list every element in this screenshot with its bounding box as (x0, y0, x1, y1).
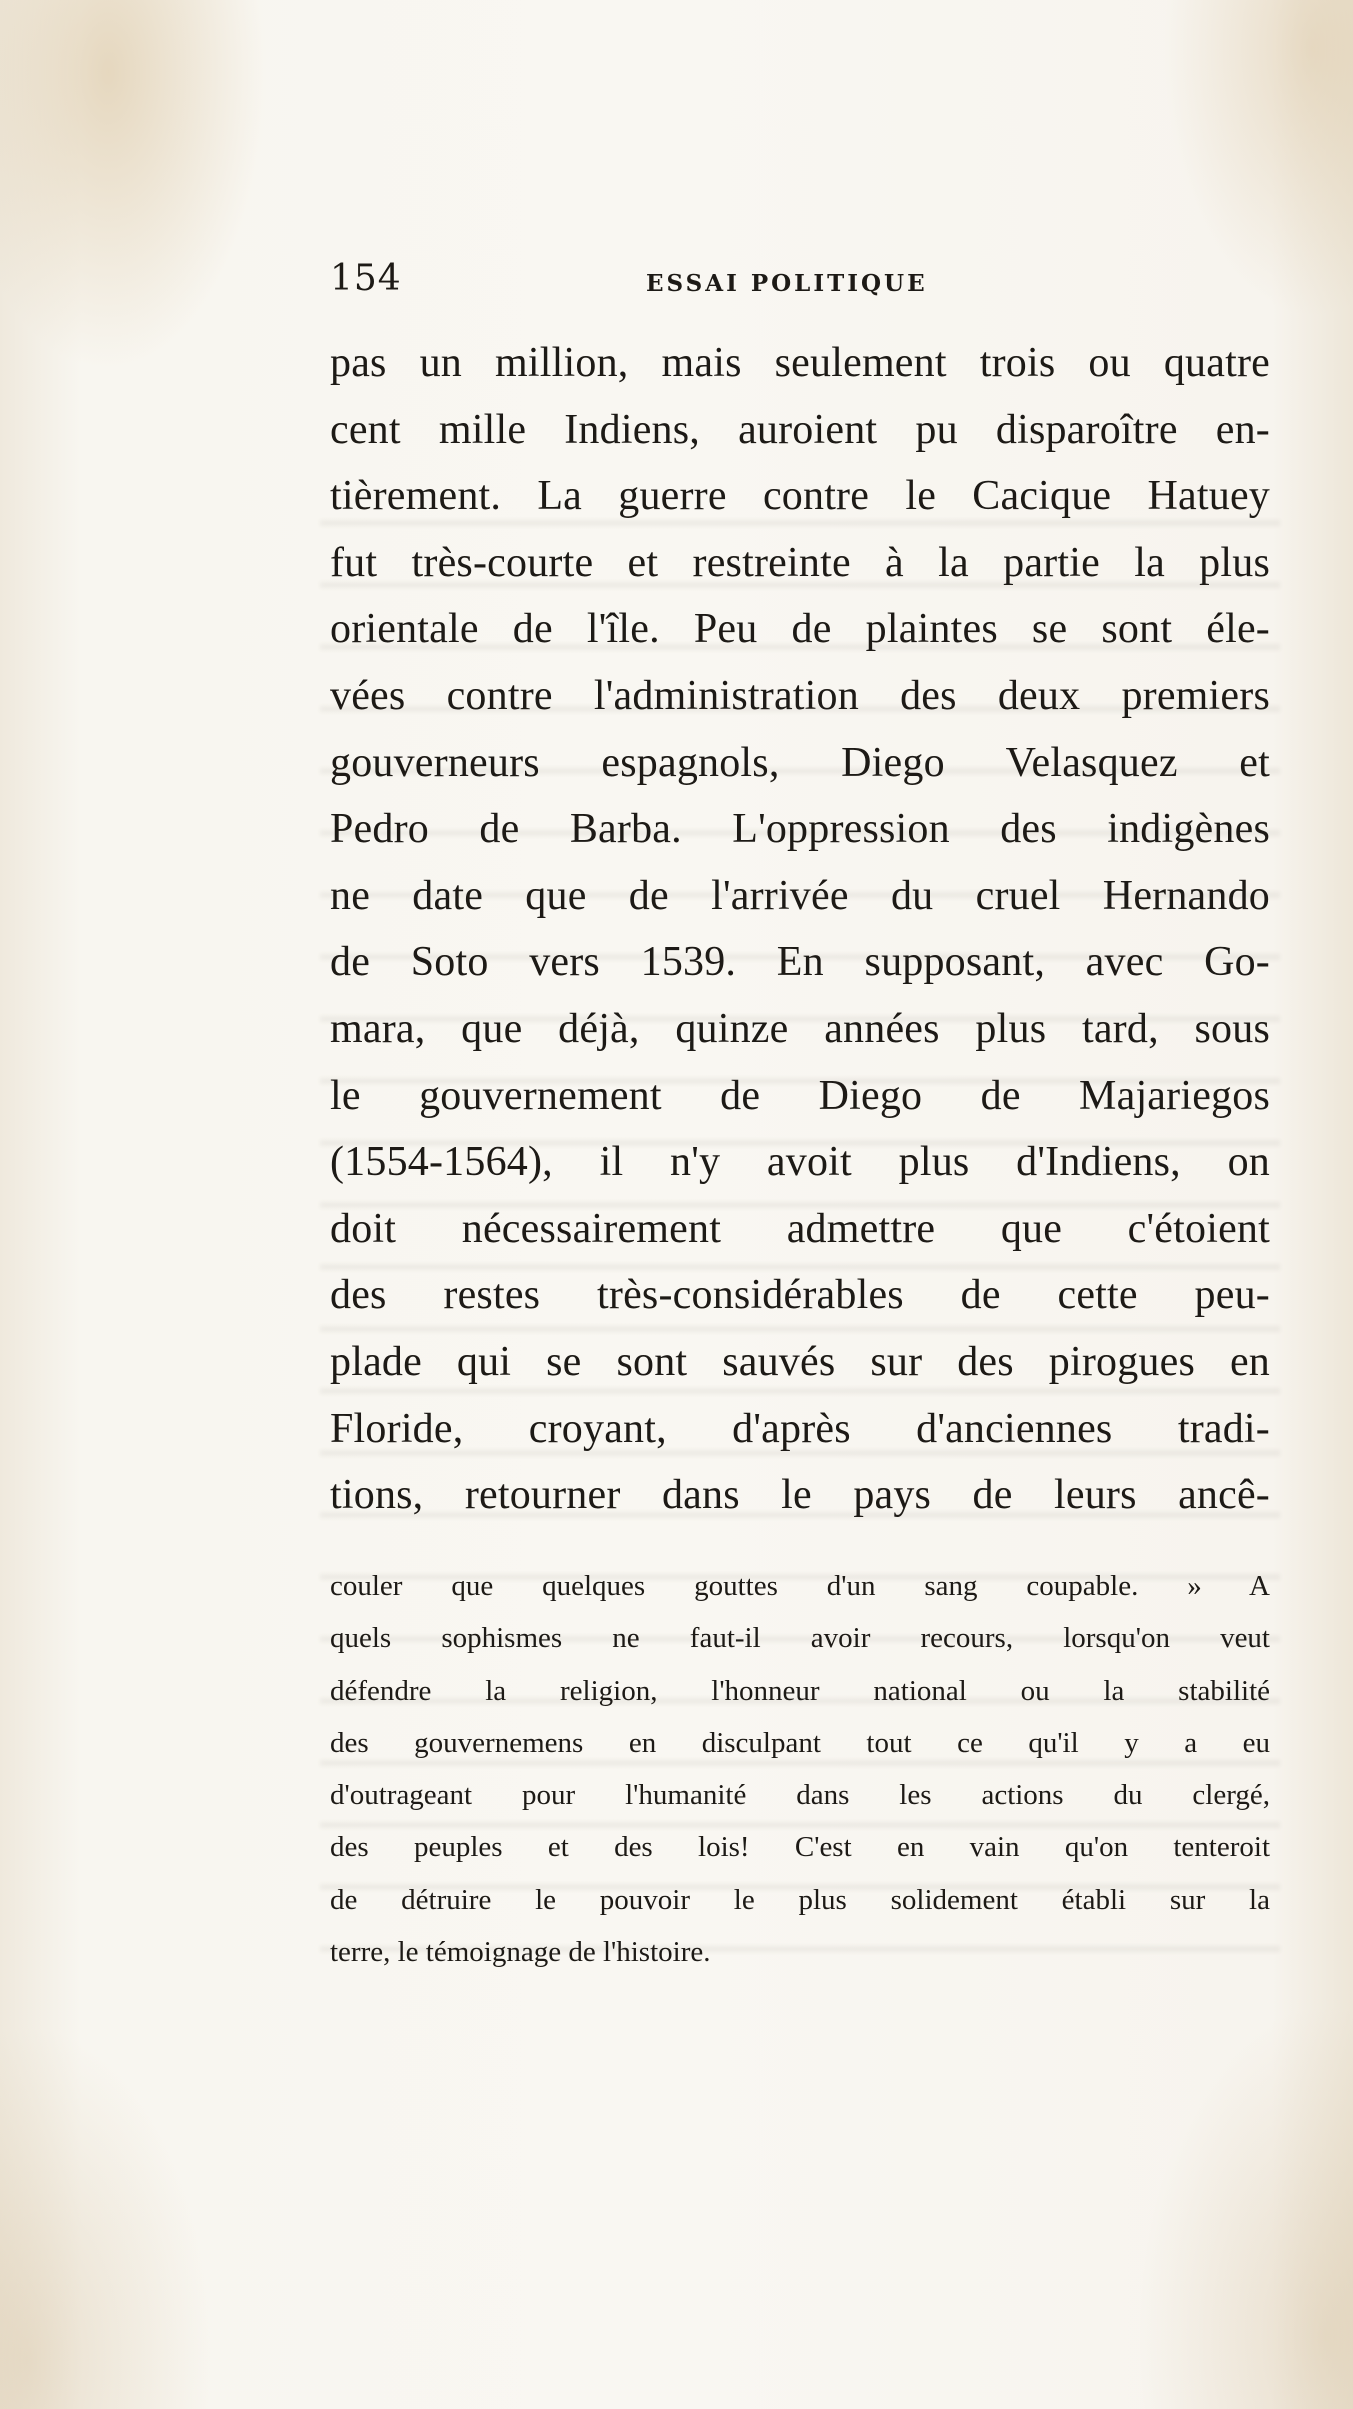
text-line: ne date que de l'arrivée du cruel Hernando (330, 872, 1270, 919)
text-line: des restes très-considérables de cette peu- (330, 1272, 1270, 1319)
running-title: ESSAI POLITIQUE (646, 270, 928, 297)
running-head (330, 258, 1290, 308)
footnote-line: d'outrageant pour l'humanité dans les actions du clergé, (330, 1779, 1270, 1812)
text-line: vées contre l'administration des deux premiers (330, 672, 1270, 719)
footnote (330, 1560, 1270, 1978)
text-line: Pedro de Barba. L'oppression des indigènes (330, 806, 1270, 853)
text-line: mara, que déjà, quinze années plus tard, sous (330, 1005, 1270, 1052)
text-line: tions, retourner dans le pays de leurs ancê- (330, 1472, 1270, 1519)
footnote-line: quels sophismes ne faut-il avoir recours, lorsqu'on veut (330, 1622, 1270, 1655)
footnote-line: couler que quelques gouttes d'un sang coupable. » A (330, 1570, 1270, 1602)
footnote-line: des peuples et des lois! C'est en vain qu'on tenteroit (330, 1831, 1270, 1864)
text-line: (1554-1564), il n'y avoit plus d'Indiens, on (330, 1139, 1270, 1186)
text-line: tièrement. La guerre contre le Cacique Hatuey (330, 473, 1270, 520)
text-line: gouverneurs espagnols, Diego Velasquez et (330, 739, 1270, 786)
footnote-line: défendre la religion, l'honneur national ou la stabilité (330, 1674, 1270, 1707)
text-line: plade qui se sont sauvés sur des pirogues en (330, 1338, 1270, 1385)
text-line: cent mille Indiens, auroient pu disparoître en- (330, 406, 1270, 453)
page-number: 154 (330, 258, 402, 299)
text-line: fut très-courte et restreinte à la partie la plus (330, 539, 1270, 586)
text-line: Floride, croyant, d'après d'anciennes tradi- (330, 1405, 1270, 1452)
footnote-line: de détruire le pouvoir le plus solidement établi sur la (330, 1883, 1270, 1916)
text-line: doit nécessairement admettre que c'étoient (330, 1205, 1270, 1252)
text-line: pas un million, mais seulement trois ou quatre (330, 340, 1270, 386)
main-text (330, 330, 1270, 1529)
footnote-line: des gouvernemens en disculpant tout ce qu'il y a eu (330, 1726, 1270, 1759)
text-line: orientale de l'île. Peu de plaintes se sont éle- (330, 606, 1270, 653)
text-line: de Soto vers 1539. En supposant, avec Go- (330, 939, 1270, 986)
text-line: le gouvernement de Diego de Majariegos (330, 1072, 1270, 1119)
footnote-line: terre, le témoignage de l'histoire. (330, 1936, 711, 1969)
